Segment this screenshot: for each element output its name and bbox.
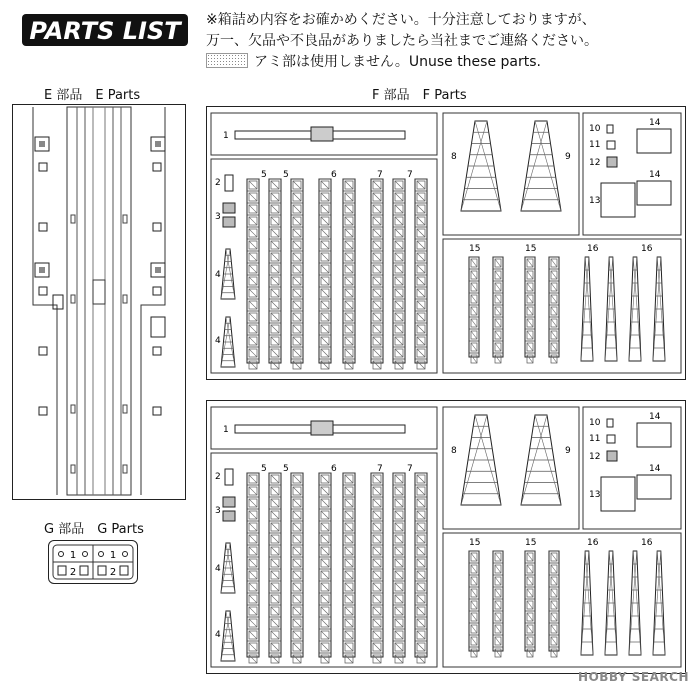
part-number-p6: 6 — [331, 170, 337, 180]
part-number-p15: 15 — [525, 244, 537, 254]
watermark: HOBBY SEARCH — [578, 670, 689, 684]
lattice-part-6 — [343, 179, 355, 369]
part-number-p5: 5 — [283, 464, 289, 474]
part-number-p2: 2 — [215, 472, 221, 482]
part-number-p5: 5 — [261, 464, 267, 474]
lattice-part-6 — [343, 473, 355, 663]
lattice-part-7 — [393, 473, 405, 663]
part-number-p15: 15 — [469, 244, 481, 254]
lattice-part-7 — [371, 179, 383, 369]
part-number-p16: 16 — [641, 538, 653, 548]
part-number-p16: 16 — [587, 538, 599, 548]
lattice-part-15 — [469, 551, 479, 657]
part-number-p4: 4 — [215, 270, 221, 280]
e-parts-runner — [12, 104, 186, 500]
part-number-p9: 9 — [565, 446, 571, 456]
part-number-p7: 7 — [407, 464, 413, 474]
f-parts-runner — [206, 106, 686, 380]
g-part-2-label: 2 — [109, 567, 117, 578]
part-number-p8: 8 — [451, 446, 457, 456]
part-number-p10: 10 — [589, 418, 601, 428]
title-text: PARTS LIST — [29, 17, 181, 45]
part-number-p8: 8 — [451, 152, 457, 162]
part-number-p7: 7 — [377, 170, 383, 180]
part-number-p4: 4 — [215, 630, 221, 640]
crane-arm-part-16 — [605, 257, 617, 361]
part-number-p3: 3 — [215, 506, 221, 516]
lattice-part-7 — [371, 473, 383, 663]
part-number-p14: 14 — [649, 464, 661, 474]
tower-part-4 — [221, 611, 235, 661]
part-number-p13: 13 — [589, 196, 601, 206]
lattice-part-7 — [415, 473, 427, 663]
lattice-part-5 — [291, 179, 303, 369]
lattice-part-5 — [247, 179, 259, 369]
crane-arm-part-16 — [629, 257, 641, 361]
lattice-part-6 — [319, 179, 331, 369]
part-number-p14: 14 — [649, 412, 661, 422]
lattice-part-7 — [393, 179, 405, 369]
part-number-p15: 15 — [469, 538, 481, 548]
part-number-p9: 9 — [565, 152, 571, 162]
part-number-p11: 11 — [589, 434, 601, 444]
part-number-p10: 10 — [589, 124, 601, 134]
part-number-p7: 7 — [407, 170, 413, 180]
notice-text — [206, 10, 598, 52]
lattice-part-15 — [493, 257, 503, 363]
lattice-part-15 — [549, 257, 559, 363]
f-parts-runner — [206, 400, 686, 674]
part-number-p16: 16 — [641, 244, 653, 254]
lattice-part-15 — [525, 551, 535, 657]
crane-leg-part-8 — [461, 415, 501, 505]
part-number-p5: 5 — [261, 170, 267, 180]
part-number-p6: 6 — [331, 464, 337, 474]
crane-leg-part-9 — [521, 121, 561, 211]
lattice-part-7 — [415, 179, 427, 369]
part-number-p3: 3 — [215, 212, 221, 222]
mesh-swatch-icon — [206, 53, 248, 68]
g-parts-label: G 部品 G Parts — [44, 522, 144, 537]
g-parts-runner — [48, 540, 138, 584]
crane-arm-part-16 — [581, 551, 593, 655]
part-number-p4: 4 — [215, 336, 221, 346]
part-number-p16: 16 — [587, 244, 599, 254]
part-number-p12: 12 — [589, 158, 601, 168]
lattice-part-5 — [269, 473, 281, 663]
part-number-p14: 14 — [649, 170, 661, 180]
crane-arm-part-16 — [581, 257, 593, 361]
notice-line-1: ※箱詰め内容をお確かめください。十分注意しておりますが、 — [206, 12, 596, 28]
crane-arm-part-16 — [653, 551, 665, 655]
g-part-1-label: 1 — [69, 550, 77, 561]
unuse-notice — [206, 52, 541, 73]
part-number-p2: 2 — [215, 178, 221, 188]
crane-arm-part-16 — [605, 551, 617, 655]
tower-part-4 — [221, 543, 235, 593]
lattice-part-15 — [525, 257, 535, 363]
g-part-2-label: 2 — [69, 567, 77, 578]
unuse-text: アミ部は使用しません。Unuse these parts. — [254, 54, 541, 70]
lattice-part-15 — [469, 257, 479, 363]
lattice-part-6 — [319, 473, 331, 663]
part-number-p1: 1 — [223, 131, 229, 141]
crane-arm-part-16 — [653, 257, 665, 361]
tower-part-4 — [221, 249, 235, 299]
crane-leg-part-8 — [461, 121, 501, 211]
part-number-p5: 5 — [283, 170, 289, 180]
notice-line-2: 万一、欠品や不良品がありましたら当社までご連絡ください。 — [206, 33, 598, 49]
g-part-1-label: 1 — [109, 550, 117, 561]
part-number-p13: 13 — [589, 490, 601, 500]
tower-part-4 — [221, 317, 235, 367]
part-number-p11: 11 — [589, 140, 601, 150]
crane-leg-part-9 — [521, 415, 561, 505]
part-number-p15: 15 — [525, 538, 537, 548]
crane-arm-part-16 — [629, 551, 641, 655]
lattice-part-5 — [269, 179, 281, 369]
lattice-part-15 — [549, 551, 559, 657]
part-number-p7: 7 — [377, 464, 383, 474]
part-number-p14: 14 — [649, 118, 661, 128]
lattice-part-5 — [291, 473, 303, 663]
part-number-p4: 4 — [215, 564, 221, 574]
part-number-p1: 1 — [223, 425, 229, 435]
parts-list-title — [20, 12, 190, 48]
part-number-p12: 12 — [589, 452, 601, 462]
lattice-part-5 — [247, 473, 259, 663]
lattice-part-15 — [493, 551, 503, 657]
f-parts-label: F 部品 F Parts — [372, 88, 467, 103]
e-parts-label: E 部品 E Parts — [44, 88, 141, 103]
